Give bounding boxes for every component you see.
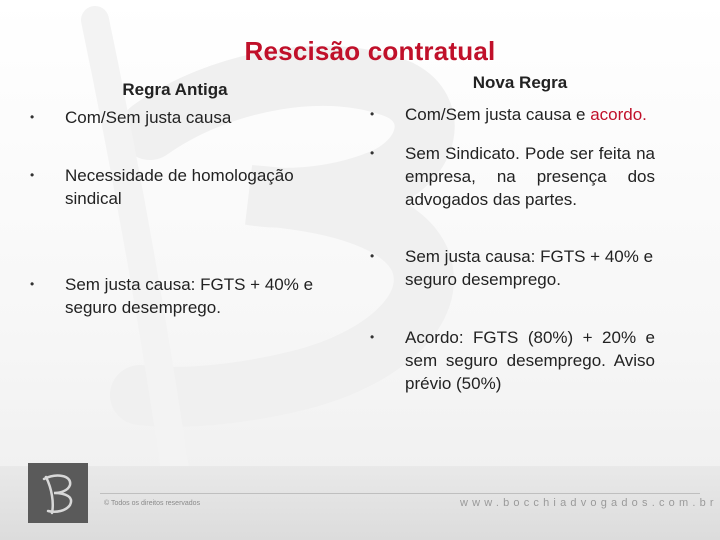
bullet-dot: • — [30, 277, 35, 291]
right-bullet-4-text: Acordo: FGTS (80%) + 20% e sem seguro desemprego. Aviso prévio (50%) — [405, 328, 655, 393]
right-bullet-1-prefix: Com/Sem justa causa e — [405, 105, 591, 124]
footer-copyright: © Todos os direitos reservados — [104, 500, 201, 507]
bullet-dot: • — [370, 249, 375, 263]
left-bullet-1-text: Com/Sem justa causa — [65, 108, 232, 127]
left-bullet-3-text: Sem justa causa: FGTS + 40% e seguro desemprego. — [65, 275, 314, 317]
slide-title: Rescisão contratual — [244, 36, 496, 66]
right-bullet-1-text — [405, 103, 670, 126]
bullet-dot: • — [30, 168, 35, 182]
right-column-heading: Nova Regra — [472, 73, 568, 92]
left-bullet-2-text: Necessidade de homologação sindical — [65, 166, 294, 208]
bullet-dot: • — [370, 330, 375, 344]
bullet-dot: • — [30, 110, 35, 124]
right-bullet-3-text: Sem justa causa: FGTS + 40% e seguro desemprego. — [405, 247, 654, 289]
right-bullet-2-text: Sem Sindicato. Pode ser feita na empresa, na presença dos advogados das partes. — [405, 144, 655, 209]
brand-logo-icon — [28, 463, 88, 523]
footer-divider — [100, 493, 700, 494]
brand-logo — [28, 463, 88, 523]
footer-website: www.bocchiadvogados.com.br — [460, 497, 718, 509]
left-column-heading: Regra Antiga — [122, 80, 228, 99]
bullet-dot: • — [370, 146, 375, 160]
bullet-dot: • — [370, 107, 375, 121]
right-bullet-1-highlight: acordo. — [590, 105, 647, 124]
